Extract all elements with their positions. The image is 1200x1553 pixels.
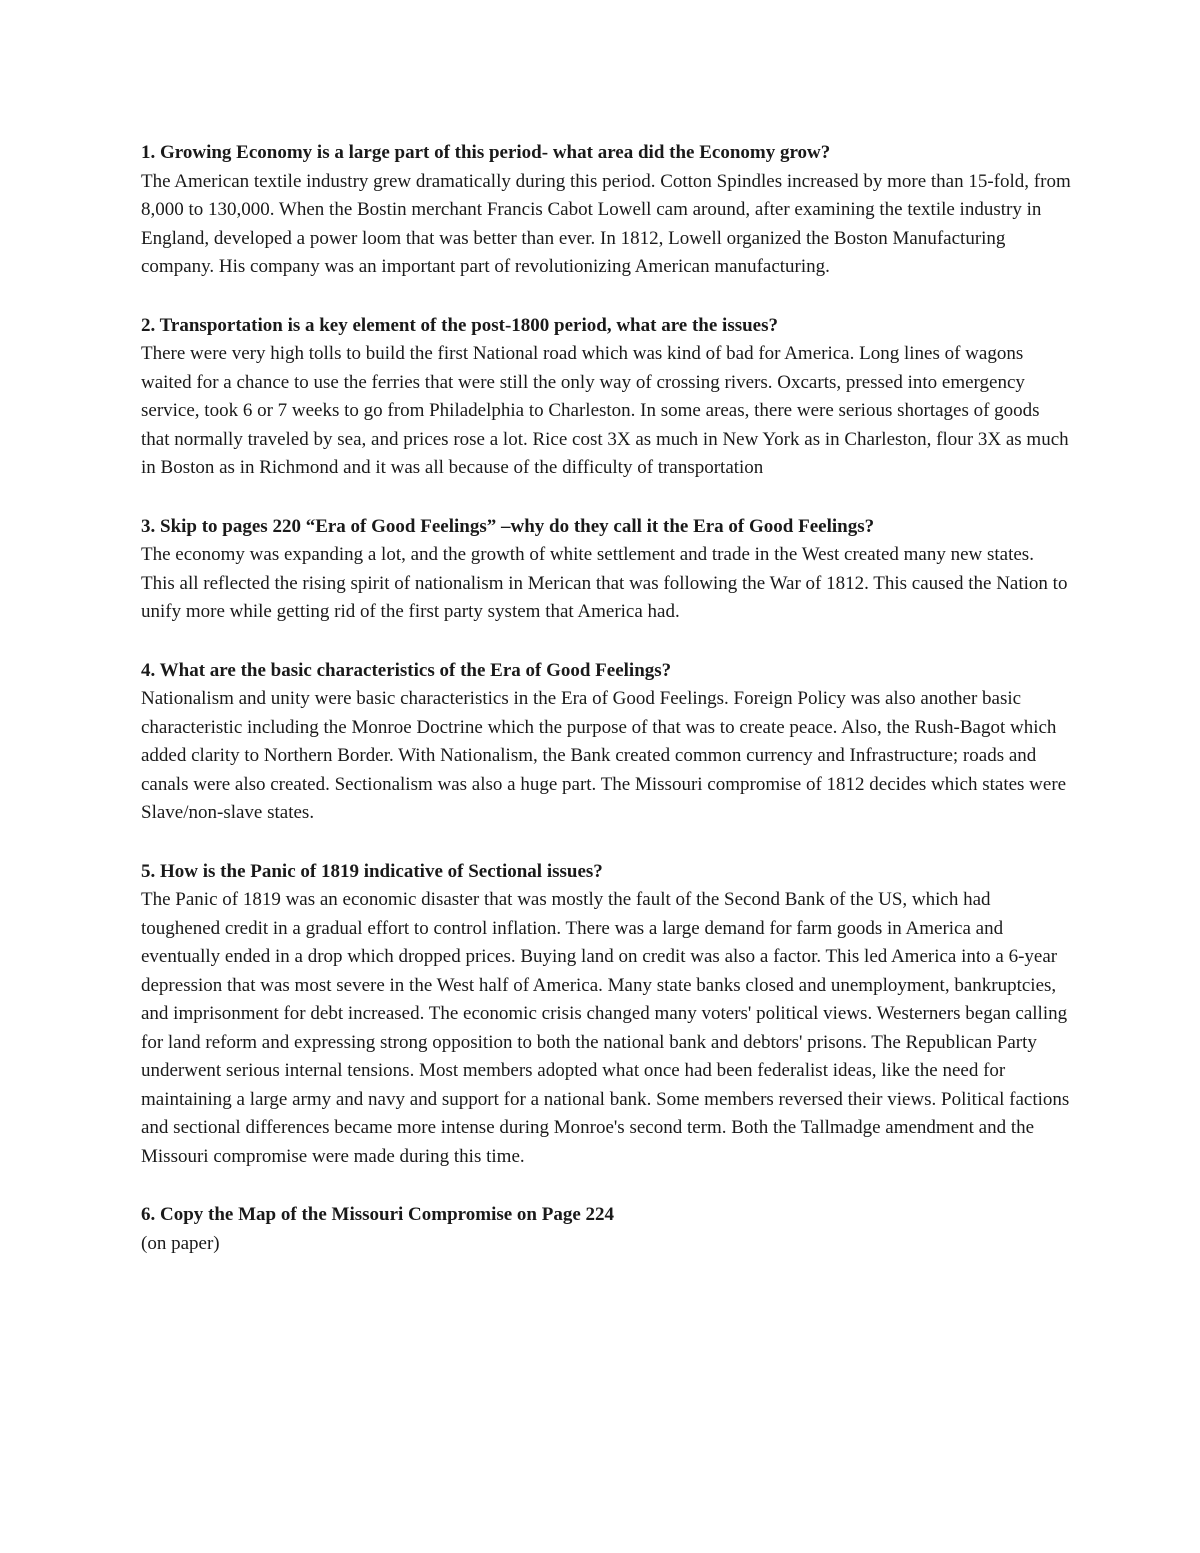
question-heading: 4. What are the basic characteristics of the Era of Good Feelings? — [141, 659, 672, 681]
document-page — [141, 139, 1071, 1288]
answer-text: The American textile industry grew dramatically during this period. Cotton Spindles increased by more than 15-fold, from 8,000 to 130,000. When the Bostin merchant Francis Cabot Lowell cam around, after examining the textile industry in England, developed a power loom that was better than ever. In 1812, Lowell organized the Boston Manufacturing company. His company was an important part of revolutionizing American manufacturing. — [141, 170, 1071, 277]
answer-text: There were very high tolls to build the first National road which was kind of bad for America. Long lines of wagons waited for a chance to use the ferries that were still the only way of crossing rivers. Oxcarts, pressed into emergency service, took 6 or 7 weeks to go from Philadelphia to Charleston. In some areas, there were serious shortages of goods that normally traveled by sea, and prices rose a lot. Rice cost 3X as much in New York as in Charleston, flour 3X as much in Boston as in Richmond and it was all because of the difficulty of transportation — [141, 343, 1069, 478]
answer-text: (on paper) — [141, 1232, 220, 1254]
answer-text: The Panic of 1819 was an economic disaster that was mostly the fault of the Second Bank of the US, which had toughened credit in a gradual effort to control inflation. There was a large demand for farm goods in America and eventually ended in a drop which dropped prices. Buying land on credit was also a factor. This led America into a 6-year depression that was most severe in the West half of America. Many state banks closed and unemployment, bankruptcies, and imprisonment for debt increased. The economic crisis changed many voters' political views. Westerners began calling for land reform and expressing strong opposition to both the national bank and debtors' prisons. The Republican Party underwent serious internal tensions. Most members adopted what once had been federalist ideas, like the need for maintaining a large army and navy and support for a national bank. Some members reversed their views. Political factions and sectional differences became more intense during Monroe's second term. Both the Tallmadge amendment and the Missouri compromise were made during this time. — [141, 889, 1070, 1167]
question-block-1 — [141, 139, 1071, 282]
question-block-3 — [141, 513, 1071, 627]
question-heading: 6. Copy the Map of the Missouri Compromise on Page 224 — [141, 1204, 615, 1225]
question-heading: 3. Skip to pages 220 “Era of Good Feelings” –why do they call it the Era of Good Feelings? — [141, 515, 875, 537]
question-block-6 — [141, 1201, 1071, 1258]
question-heading: 2. Transportation is a key element of the post-1800 period, what are the issues? — [141, 314, 779, 336]
question-heading: 5. How is the Panic of 1819 indicative of Sectional issues? — [141, 860, 603, 882]
question-block-5 — [141, 858, 1071, 1172]
answer-text: Nationalism and unity were basic characteristics in the Era of Good Feelings. Foreign Policy was also another basic characteristic including the Monroe Doctrine which the purpose of that was to create peace. Also, the Rush-Bagot which added clarity to Northern Border. With Nationalism, the Bank created common currency and Infrastructure; roads and canals were also created. Sectionalism was also a huge part. The Missouri compromise of 1812 decides which states were Slave/non-slave states. — [141, 688, 1067, 823]
question-heading: 1. Growing Economy is a large part of this period- what area did the Economy grow? — [141, 142, 831, 163]
answer-text: The economy was expanding a lot, and the growth of white settlement and trade in the West created many new states. This all reflected the rising spirit of nationalism in Merican that was following the War of 1812. This caused the Nation to unify more while getting rid of the first party system that America had. — [141, 544, 1068, 622]
question-block-2 — [141, 312, 1071, 483]
question-block-4 — [141, 657, 1071, 828]
